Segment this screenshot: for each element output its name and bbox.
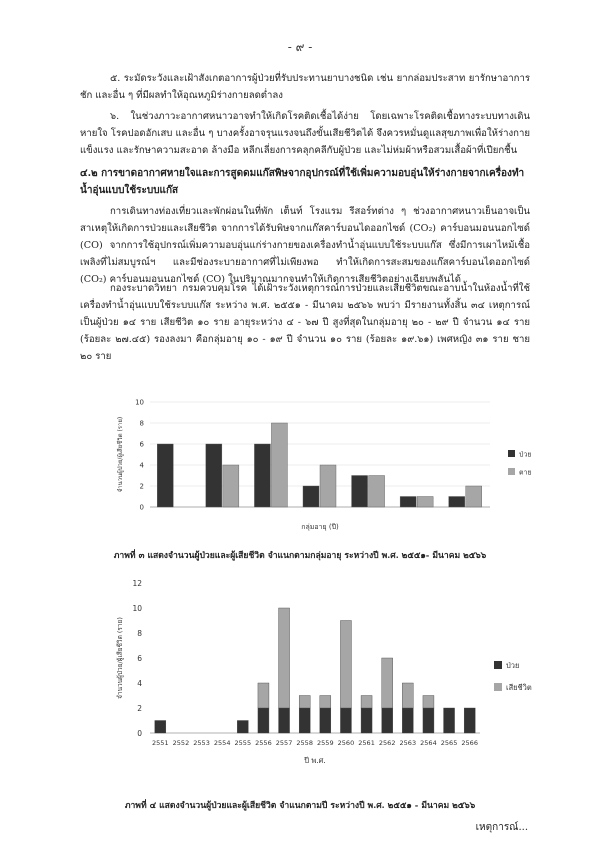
figure-3-caption: ภาพที่ ๓ แสดงจำนวนผู้ป่วยและผู้เสียชีวิต จำแนกตามกลุ่มอายุ ระหว่างปี พ.ศ. ๒๕๕๑- มีนาคม ๒๕๖๖	[113, 551, 487, 561]
y-tick-label: 6	[139, 440, 144, 449]
legend-swatch-1	[508, 468, 515, 475]
bar-dead	[320, 696, 331, 709]
bar-sick	[157, 444, 173, 507]
legend-swatch-1	[494, 683, 502, 691]
bar-sick	[444, 708, 455, 733]
paragraph-body-1: การเดินทางท่องเที่ยวและพักผ่อนในที่พัก เต็นท์ โรงแรม รีสอร์ทต่าง ๆ ช่วงอากาศหนาวเย็นอาจเป็นสาเหตุให้เกิดการป่วยและเสียชีวิต จากการได้รับพิษจากแก๊สคาร์บอนไดออกไซด์ (CO₂) คาร์บอนมอนนอกไซด์ (CO) จากการใช้อุปกรณ์เพิ่มความอบอุ่นแก่ร่างกายของเครื่องทำน้ำอุ่นแบบใช้ระบบแก๊ส ซึ่งมีการเผาไหม้เชื้อเพลิงที่ไม่สมบูรณ์ฯ และมีช่องระบายอากาศที่ไม่เพียงพอ ทำให้เกิดการสะสมของแก๊สคาร์บอนไดออกไซด์ (CO₂) คาร์บอนมอนนอกไซด์ (CO) ในปริมาณมากจนทำให้เกิดการเสียชีวิตอย่างเฉียบพลันได้	[80, 206, 530, 285]
x-tick-label: 2561	[358, 739, 375, 747]
x-tick-label: 2560	[337, 739, 355, 747]
bar-sick	[237, 721, 248, 734]
bar-sick	[254, 444, 270, 507]
bar-sick	[400, 497, 416, 508]
x-axis-label: กลุ่มอายุ (ปี)	[301, 523, 339, 531]
bar-dead	[223, 465, 239, 507]
bar-dead	[361, 696, 372, 709]
legend-label: ป่วย	[519, 450, 532, 459]
x-tick-label: 2556	[255, 739, 272, 747]
continuation-text: เหตุการณ์...	[475, 822, 528, 833]
bar-dead	[417, 497, 433, 508]
y-tick-label: 0	[137, 729, 142, 738]
bar-sick	[303, 486, 319, 507]
x-tick-label: 2551	[152, 739, 169, 747]
bar-sick	[464, 708, 475, 733]
figure-4-caption: ภาพที่ ๔ แสดงจำนวนผู้ป่วยและผู้เสียชีวิต จำแนกตามปี ระหว่างปี พ.ศ. ๒๕๕๑ - มีนาคม ๒๕๖๖	[124, 801, 476, 811]
x-tick-label: 2565	[440, 739, 458, 747]
legend-label: ป่วย	[506, 661, 520, 670]
bar-dead	[299, 696, 310, 709]
y-tick-label: 10	[132, 604, 142, 613]
paragraph-body-2: กองระบาดวิทยา กรมควบคุมโรค ได้เฝ้าระวังเหตุการณ์การป่วยและเสียชีวิตขณะอาบน้ำในห้องน้ำที่ใช้เครื่องทำน้ำอุ่นแบบใช้ระบบแก๊ส ระหว่าง พ.ศ. ๒๕๕๑ - มีนาคม ๒๕๖๖ พบว่า มีรายงานทั้งสิ้น ๓๔ เหตุการณ์ เป็นผู้ป่วย ๑๔ ราย เสียชีวิต ๑๐ ราย อายุระหว่าง ๔ - ๖๗ ปี สูงที่สุดในกลุ่มอายุ ๒๐ - ๒๙ ปี จำนวน ๑๔ ราย (ร้อยละ ๒๗.๔๕) รองลงมา คือกลุ่มอายุ ๑๐ - ๑๙ ปี จำนวน ๑๐ ราย (ร้อยละ ๑๙.๖๑) เพศหญิง ๓๑ ราย ชาย ๒๐ ราย	[80, 283, 530, 362]
chart-age-group	[110, 390, 540, 540]
y-tick-label: 12	[132, 579, 142, 588]
bar-dead	[320, 465, 336, 507]
x-tick-label: 2555	[234, 739, 252, 747]
bar-sick	[352, 476, 368, 508]
y-tick-label: 10	[135, 398, 144, 407]
bar-dead	[258, 683, 269, 708]
bar-sick	[340, 708, 351, 733]
legend-swatch-0	[508, 450, 515, 457]
section-heading: ๔.๒ การขาดอากาศหายใจและการสูดดมแก๊สพิษจากอุปกรณ์ที่ใช้เพิ่มความอบอุ่นให้ร่างกายจากเครื่องทำน้ำอุ่นแบบใช้ระบบแก๊ส	[80, 168, 525, 196]
y-tick-label: 4	[137, 679, 142, 688]
x-tick-label: 2557	[275, 739, 293, 747]
bar-dead	[466, 486, 482, 507]
legend-swatch-0	[494, 661, 502, 669]
bar-dead	[340, 621, 351, 709]
bar-sick	[258, 708, 269, 733]
bar-dead	[423, 696, 434, 709]
x-axis-label: ปี พ.ศ.	[304, 756, 326, 765]
y-tick-label: 8	[137, 629, 142, 638]
y-tick-label: 4	[139, 461, 144, 470]
bar-dead	[271, 423, 287, 507]
bar-sick	[320, 708, 331, 733]
y-tick-label: 6	[137, 654, 142, 663]
bar-sick	[423, 708, 434, 733]
bar-sick	[449, 497, 465, 508]
y-axis-label: จำนวนผู้ป่วย/ผู้เสียชีวิต (ราย)	[117, 416, 124, 493]
y-axis-label: จำนวนผู้ป่วย/ผู้เสียชีวิต (ราย)	[116, 617, 124, 699]
x-tick-label: 2563	[399, 739, 417, 747]
paragraph-item-6: ๖. ในช่วงภาวะอากาศหนาวอาจทำให้เกิดโรคติดเชื้อได้ง่าย โดยเฉพาะโรคติดเชื้อทางระบบทางเดินหายใจ โรคปอดอักเสบ และอื่น ๆ บางครั้งอาจรุนแรงจนถึงขั้นเสียชีวิตได้ จึงควรหมั่นดูแลสุขภาพเพื่อให้ร่างกายแข็งแรง และรักษาความสะอาด ล้างมือ หลีกเลี่ยงการคลุกคลีกับผู้ป่วย และไม่ห่มผ้าหรือสวมเสื้อผ้าที่เปียกชื้น	[80, 111, 530, 156]
x-tick-label: 2554	[213, 739, 231, 747]
x-tick-label: 2552	[172, 739, 190, 747]
bar-sick	[279, 708, 290, 733]
bar-sick	[155, 721, 166, 734]
paragraph-item-5: ๕. ระมัดระวังและเฝ้าสังเกตอาการผู้ป่วยที่รับประทานยาบางชนิด เช่น ยากล่อมประสาท ยารักษาอาการชัก และอื่น ๆ ที่มีผลทำให้อุณหภูมิร่างกายลดต่ำลง	[80, 73, 530, 101]
bar-sick	[382, 708, 393, 733]
x-tick-label: 2559	[317, 739, 334, 747]
y-tick-label: 2	[139, 482, 144, 491]
bar-sick	[402, 708, 413, 733]
x-tick-label: 2553	[193, 739, 210, 747]
bar-sick	[361, 708, 372, 733]
chart-by-year	[110, 575, 550, 780]
bar-dead	[369, 476, 385, 508]
bar-sick	[299, 708, 310, 733]
bar-dead	[279, 608, 290, 708]
x-tick-label: 2558	[296, 739, 313, 747]
bar-sick	[206, 444, 222, 507]
bar-dead	[402, 683, 413, 708]
y-tick-label: 2	[137, 704, 142, 713]
legend-label: ตาย	[519, 468, 532, 477]
x-tick-label: 2564	[420, 739, 437, 747]
y-tick-label: 0	[139, 503, 144, 512]
y-tick-label: 8	[139, 419, 144, 428]
page-number: - ๙ -	[287, 40, 313, 54]
x-tick-label: 2562	[378, 739, 396, 747]
bar-dead	[382, 658, 393, 708]
legend-label: เสียชีวิต	[506, 683, 532, 692]
x-tick-label: 2566	[461, 739, 478, 747]
